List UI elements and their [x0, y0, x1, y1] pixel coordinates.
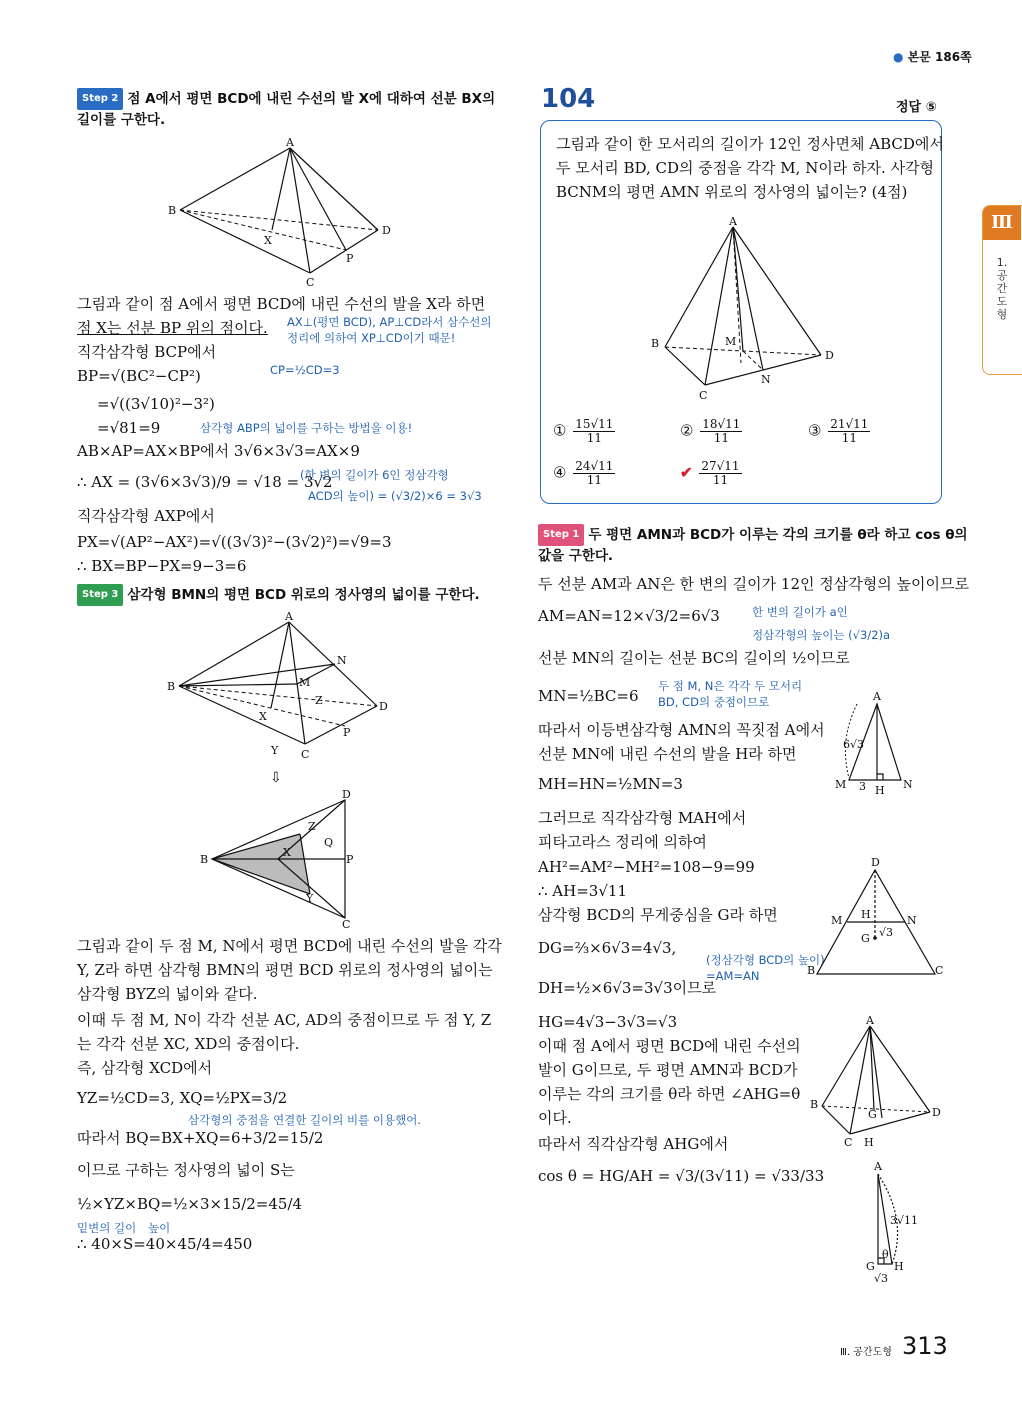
eq-cos: cos θ = HG/AH = √3/(3√11) = √33/33: [538, 1167, 825, 1185]
svg-text:3√11: 3√11: [890, 1214, 919, 1227]
svg-text:A: A: [285, 610, 293, 623]
p1-line2: 점 X는 선분 BP 위의 점이다.: [77, 319, 268, 337]
step3-tag: Step 3: [77, 584, 123, 606]
svg-text:D: D: [379, 700, 388, 713]
svg-text:D: D: [825, 349, 834, 362]
chapter-roman: Ⅲ: [983, 206, 1021, 240]
step2-heading: Step 2 점 A에서 평면 BCD에 내린 수선의 발 X에 대하여 선분 BX의: [77, 88, 495, 110]
svg-text:Q: Q: [324, 836, 334, 849]
eq-am: AM=AN=12×√3/2=6√3: [538, 607, 720, 625]
note-base: 밑변의 길이: [77, 1221, 137, 1235]
choice-2[interactable]: ② $\frac{18√11}{11}$: [680, 417, 741, 445]
svg-text:H: H: [894, 1260, 904, 1273]
svg-text:N: N: [903, 778, 913, 791]
note-mn-b: BD, CD의 중점이므로: [658, 695, 770, 709]
eq-bq: 따라서 BQ=BX+XQ=6+3/2=15/2: [77, 1129, 324, 1147]
note-h1: (한 변의 길이가 6인 정삼각형: [300, 468, 449, 482]
svg-text:C: C: [301, 748, 310, 761]
figure-tetrahedron-2: [165, 612, 395, 762]
svg-text:C: C: [935, 964, 944, 977]
svg-text:Y: Y: [271, 744, 279, 757]
p2-2: Y, Z라 하면 삼각형 BMN의 평면 BCD 위로의 정사영의 넓이는: [77, 961, 493, 979]
svg-text:A: A: [874, 1160, 882, 1173]
figure-projection: [200, 790, 370, 930]
eq-bp1: BP=√(BC²−CP²): [77, 367, 201, 385]
bcp-title: 직각삼각형 BCP에서: [77, 343, 217, 361]
eq-mh: MH=HN=½MN=3: [538, 775, 683, 793]
label-b: B: [168, 204, 177, 217]
note-mid: 삼각형의 중점을 연결한 길이의 비를 이용했어.: [188, 1113, 422, 1127]
figure-tetrahedron-gh: [808, 1014, 948, 1154]
figure-triangle-bcd: [805, 856, 945, 986]
eq-bp3: =√81=9: [97, 419, 161, 437]
note-g-a: (정삼각형 BCD의 높이): [706, 953, 825, 967]
label-c: C: [306, 276, 315, 289]
svg-text:√3: √3: [879, 926, 894, 939]
eq-mn: MN=½BC=6: [538, 687, 639, 705]
p1-line1: 그림과 같이 점 A에서 평면 BCD에 내린 수선의 발을 X라 하면: [77, 295, 486, 313]
svg-text:A: A: [873, 690, 881, 703]
chapter-title: 1. 공간도형: [996, 256, 1008, 321]
svg-text:θ: θ: [882, 1248, 889, 1261]
p4: 이므로 구하는 정사영의 넓이 S는: [77, 1161, 295, 1179]
svg-text:G: G: [868, 1108, 877, 1121]
svg-text:√3: √3: [874, 1272, 889, 1285]
label-a: A: [286, 136, 294, 149]
svg-text:B: B: [651, 337, 660, 350]
svg-text:P: P: [346, 853, 354, 866]
svg-text:Z: Z: [315, 694, 323, 707]
label-d: D: [382, 224, 391, 237]
s3-2: 선분 MN에 내린 수선의 발을 H라 하면: [538, 745, 797, 763]
note-h-a: 한 변의 길이가 a인: [752, 605, 848, 619]
svg-text:X: X: [283, 846, 291, 859]
s2: 선분 MN의 길이는 선분 BC의 길이의 ½이므로: [538, 649, 850, 667]
p3-2: 는 각각 선분 XC, XD의 중점이다.: [77, 1035, 300, 1053]
note-area: 삼각형 ABP의 넓이를 구하는 방법을 이용!: [200, 421, 413, 435]
svg-text:D: D: [932, 1106, 941, 1119]
eq-ah2: AH²=AM²−MH²=108−9=99: [538, 858, 755, 876]
p3-1: 이때 두 점 M, N이 각각 선분 AC, AD의 중점이므로 두 점 Y, Z: [77, 1011, 492, 1029]
s7: 따라서 직각삼각형 AHG에서: [538, 1135, 729, 1153]
p3-3: 즉, 삼각형 XCD에서: [77, 1059, 213, 1077]
note-h2: ACD의 높이) = (√3/2)×6 = 3√3: [308, 489, 482, 503]
step2-heading-cont: 길이를 구한다.: [77, 112, 166, 128]
svg-text:P: P: [343, 726, 351, 739]
svg-text:B: B: [167, 680, 176, 693]
eq-s: ½×YZ×BQ=½×3×15/2=45/4: [77, 1195, 303, 1213]
svg-text:B: B: [807, 964, 816, 977]
svg-text:A: A: [866, 1014, 874, 1027]
choice-3[interactable]: ③ $\frac{21√11}{11}$: [808, 417, 869, 445]
s6-4: 이다.: [538, 1109, 572, 1127]
svg-text:M: M: [299, 676, 311, 689]
svg-text:H: H: [861, 908, 871, 921]
eq-dg: DG=⅔×6√3=4√3,: [538, 939, 677, 957]
svg-text:Z: Z: [308, 820, 316, 833]
svg-text:D: D: [871, 856, 880, 869]
svg-text:N: N: [907, 914, 917, 927]
eq-final: ∴ 40×S=40×45/4=450: [77, 1235, 253, 1253]
note-cp: CP=½CD=3: [270, 363, 340, 377]
p2-3: 삼각형 BYZ의 넓이와 같다.: [77, 985, 258, 1003]
step1-heading-cont: 값을 구한다.: [538, 548, 614, 564]
choice-5[interactable]: ✔ $\frac{27√11}{11}$: [680, 459, 740, 487]
choice-1[interactable]: ① $\frac{15√11}{11}$: [553, 417, 614, 445]
note-height: 높이: [148, 1221, 171, 1235]
svg-text:M: M: [831, 914, 843, 927]
svg-text:C: C: [342, 918, 351, 931]
question-line1: 그림과 같이 한 모서리의 길이가 12인 정사면체 ABCD에서: [556, 135, 944, 153]
eq-ah: ∴ AH=3√11: [538, 882, 627, 900]
svg-text:M: M: [725, 335, 737, 348]
svg-text:A: A: [729, 215, 737, 228]
question-line3: BCNM의 평면 AMN 위로의 정사영의 넓이는? (4점): [556, 183, 908, 201]
footer-section: Ⅲ. 공간도형: [840, 1347, 892, 1358]
eq-dh: DH=½×6√3=3√3이므로: [538, 979, 717, 997]
s4-1: 그러므로 직각삼각형 MAH에서: [538, 809, 747, 827]
page-number: 313: [902, 1332, 948, 1360]
s1: 두 선분 AM과 AN은 한 변의 길이가 12인 정삼각형의 높이이므로: [538, 575, 969, 593]
svg-text:C: C: [699, 389, 708, 402]
svg-text:N: N: [761, 373, 771, 386]
step3-heading: Step 3 삼각형 BMN의 평면 BCD 위로의 정사영의 넓이를 구한다.: [77, 584, 480, 606]
svg-text:H: H: [864, 1136, 874, 1149]
figure-triangle-amn: [835, 690, 925, 800]
arrow-down-icon: ⇩: [270, 770, 282, 786]
eq-px: PX=√(AP²−AX²)=√((3√3)²−(3√2)²)=√9=3: [77, 533, 392, 551]
svg-text:M: M: [835, 778, 847, 791]
svg-text:C: C: [844, 1136, 853, 1149]
note-h-b: 정삼각형의 높이는 (√3/2)a: [752, 628, 891, 642]
page-ref: ● 본문 186쪽: [893, 50, 972, 64]
problem-number: 104: [541, 84, 596, 114]
check-icon: ✔: [680, 463, 693, 482]
note-g-b: =AM=AN: [706, 969, 760, 983]
svg-text:B: B: [810, 1098, 819, 1111]
label-p: P: [346, 252, 354, 265]
svg-text:D: D: [342, 788, 351, 801]
svg-text:Y: Y: [306, 892, 314, 905]
answer-label: 정답 ⑤: [896, 100, 937, 115]
axp-title: 직각삼각형 AXP에서: [77, 507, 215, 525]
eq-bx: ∴ BX=BP−PX=9−3=6: [77, 557, 247, 575]
p2-1: 그림과 같이 두 점 M, N에서 평면 BCD에 내린 수선의 발을 각각: [77, 937, 502, 955]
question-line2: 두 모서리 BD, CD의 중점을 각각 M, N이라 하자. 사각형: [556, 159, 935, 177]
step1-tag: Step 1: [538, 524, 584, 546]
eq-yz: YZ=½CD=3, XQ=½PX=3/2: [77, 1089, 288, 1107]
svg-text:X: X: [259, 710, 267, 723]
eq-abap: AB×AP=AX×BP에서 3√6×3√3=AX×9: [77, 442, 360, 460]
choice-4[interactable]: ④ $\frac{24√11}{11}$: [553, 459, 614, 487]
eq-ax: ∴ AX = (3√6×3√3)/9 = √18 = 3√2: [77, 473, 333, 491]
svg-text:G: G: [866, 1260, 875, 1273]
s3-1: 따라서 이등변삼각형 AMN의 꼭짓점 A에서: [538, 721, 825, 739]
step2-tag: Step 2: [77, 88, 123, 110]
label-x: X: [264, 234, 272, 247]
s6-2: 발이 G이므로, 두 평면 AMN과 BCD가: [538, 1061, 798, 1079]
s4-2: 피타고라스 정리에 의하여: [538, 833, 707, 851]
s6-3: 이루는 각의 크기를 θ라 하면 ∠AHG=θ: [538, 1085, 801, 1103]
figure-question-tetrahedron: [645, 215, 845, 405]
figure-triangle-ahg: [860, 1160, 940, 1290]
note1-b: 정리에 의하여 XP⊥CD이기 때문!: [287, 331, 456, 345]
svg-text:G: G: [861, 932, 870, 945]
svg-text:N: N: [337, 654, 347, 667]
circle-icon: ●: [893, 50, 904, 64]
eq-hg: HG=4√3−3√3=√3: [538, 1013, 678, 1031]
s5: 삼각형 BCD의 무게중심을 G라 하면: [538, 906, 778, 924]
eq-bp2: =√((3√10)²−3²): [97, 395, 215, 413]
svg-text:6√3: 6√3: [843, 738, 865, 751]
note1-a: AX⊥(평면 BCD), AP⊥CD라서 삼수선의: [287, 315, 492, 329]
step1-heading: Step 1 두 평면 AMN과 BCD가 이루는 각의 크기를 θ라 하고 cos θ의: [538, 524, 968, 546]
chapter-tab[interactable]: [982, 205, 1022, 375]
figure-tetrahedron-1: [160, 138, 400, 288]
s6-1: 이때 점 A에서 평면 BCD에 내린 수선의: [538, 1037, 801, 1055]
svg-text:B: B: [200, 853, 209, 866]
svg-text:H: H: [875, 784, 885, 797]
svg-text:3: 3: [859, 780, 866, 793]
note-mn-a: 두 점 M, N은 각각 두 모서리: [658, 679, 803, 693]
